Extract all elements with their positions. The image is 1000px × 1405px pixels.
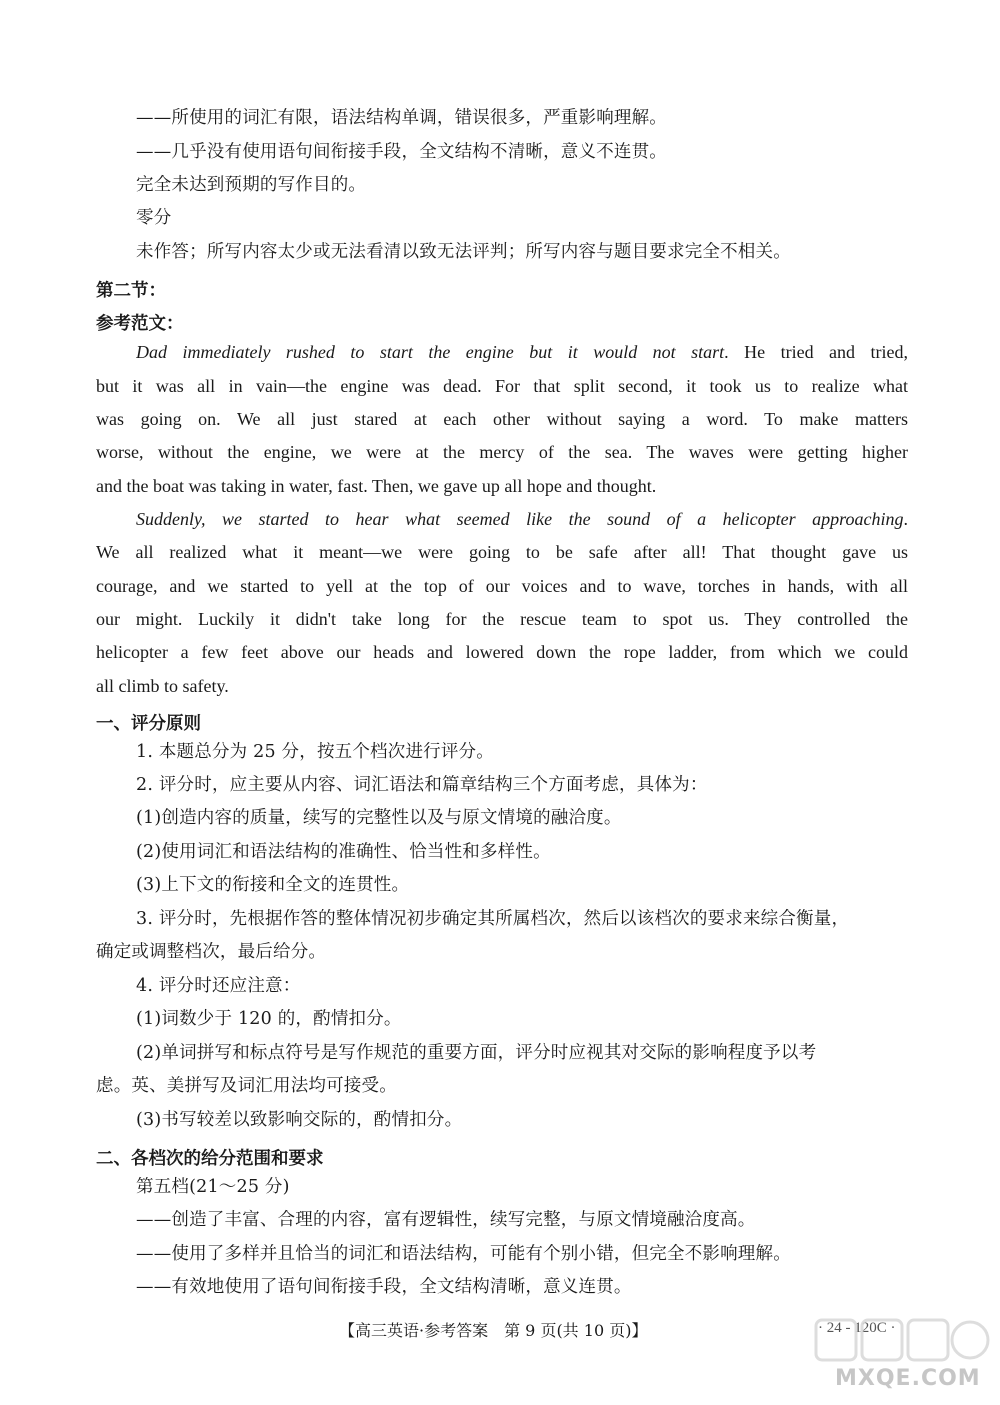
grade-criterion: ——创造了丰富、合理的内容，富有逻辑性，续写完整，与原文情境融洽度高。 [136, 1210, 756, 1230]
essay-line [136, 509, 908, 530]
essay-line: was going on. We all just stared at each other without saying a word. To make matters [96, 409, 908, 429]
zero-score-label: 零分 [136, 208, 172, 228]
section-heading: 第二节： [96, 281, 166, 301]
essay-line: helicopter a few feet above our heads and lowered down the rope ladder, from which we could [96, 642, 908, 662]
essay-text: . He tried and tried, [724, 342, 908, 362]
principle-item: (3)上下文的衔接和全文的连贯性。 [136, 875, 410, 895]
principle-item: (1)创造内容的质量，续写的完整性以及与原文情境的融洽度。 [136, 808, 622, 828]
principle-item: (1)词数少于 120 的，酌情扣分。 [136, 1009, 402, 1029]
document-code: · 24 - 120C · [818, 1320, 896, 1336]
essay-line: all climb to safety. [96, 676, 229, 696]
grades-heading: 二、各档次的给分范围和要求 [96, 1149, 324, 1169]
principle-item: (2)使用词汇和语法结构的准确性、恰当性和多样性。 [136, 842, 551, 862]
grade-title: 第五档(21～25 分) [136, 1177, 290, 1197]
principle-item: (3)书写较差以致影响交际的，酌情扣分。 [136, 1110, 463, 1130]
essay-line: and the boat was taking in water, fast. Then, we gave up all hope and thought. [96, 476, 657, 496]
principle-item: (2)单词拼写和标点符号是写作规范的重要方面，评分时应视其对交际的影响程度予以考 [136, 1043, 817, 1063]
essay-line: but it was all in vain—the engine was dead. For that split second, it took us to realize what [96, 376, 908, 396]
principle-item: 1. 本题总分为 25 分，按五个档次进行评分。 [136, 742, 494, 762]
page-footer: 【高三英语·参考答案 第 9 页(共 10 页)】 [339, 1321, 648, 1340]
grade-criterion: ——有效地使用了语句间衔接手段，全文结构清晰，意义连贯。 [136, 1277, 632, 1297]
essay-italic-start: Suddenly, we started to hear what seemed like the sound of a helicopter approaching [136, 509, 904, 529]
principle-item: 确定或调整档次，最后给分。 [96, 942, 327, 962]
essay-line [136, 342, 908, 363]
essay-line: worse, without the engine, we were at the mercy of the sea. The waves were getting higher [96, 442, 908, 462]
principle-item: 4. 评分时还应注意： [136, 976, 301, 996]
principle-item: 3. 评分时，先根据作答的整体情况初步确定其所属档次，然后以该档次的要求来综合衡量， [136, 909, 850, 929]
grade-criterion: ——使用了多样并且恰当的词汇和语法结构，可能有个别小错，但完全不影响理解。 [136, 1244, 791, 1264]
essay-italic-start: Dad immediately rushed to start the engine but it would not start [136, 342, 725, 362]
criteria-line: ——所使用的词汇有限，语法结构单调，错误很多，严重影响理解。 [136, 108, 667, 128]
criteria-line: 未作答；所写内容太少或无法看清以致无法评判；所写内容与题目要求完全不相关。 [136, 242, 791, 262]
essay-line: our might. Luckily it didn't take long for the rescue team to spot us. They controlled the [96, 609, 908, 629]
essay-text: . [903, 509, 908, 529]
essay-line: courage, and we started to yell at the top of our voices and to wave, torches in hands, with all [96, 576, 908, 596]
criteria-line: 完全未达到预期的写作目的。 [136, 175, 367, 195]
principles-heading: 一、评分原则 [96, 714, 201, 734]
principle-item: 虑。英、美拼写及词汇用法均可接受。 [96, 1076, 397, 1096]
sample-essay-heading: 参考范文： [96, 314, 184, 334]
watermark-text: MXQE.COM [835, 1366, 981, 1391]
principle-item: 2. 评分时，应主要从内容、词汇语法和篇章结构三个方面考虑，具体为： [136, 775, 708, 795]
criteria-line: ——几乎没有使用语句间衔接手段，全文结构不清晰，意义不连贯。 [136, 142, 667, 162]
essay-line: We all realized what it meant—we were going to be safe after all! That thought gave us [96, 542, 908, 562]
